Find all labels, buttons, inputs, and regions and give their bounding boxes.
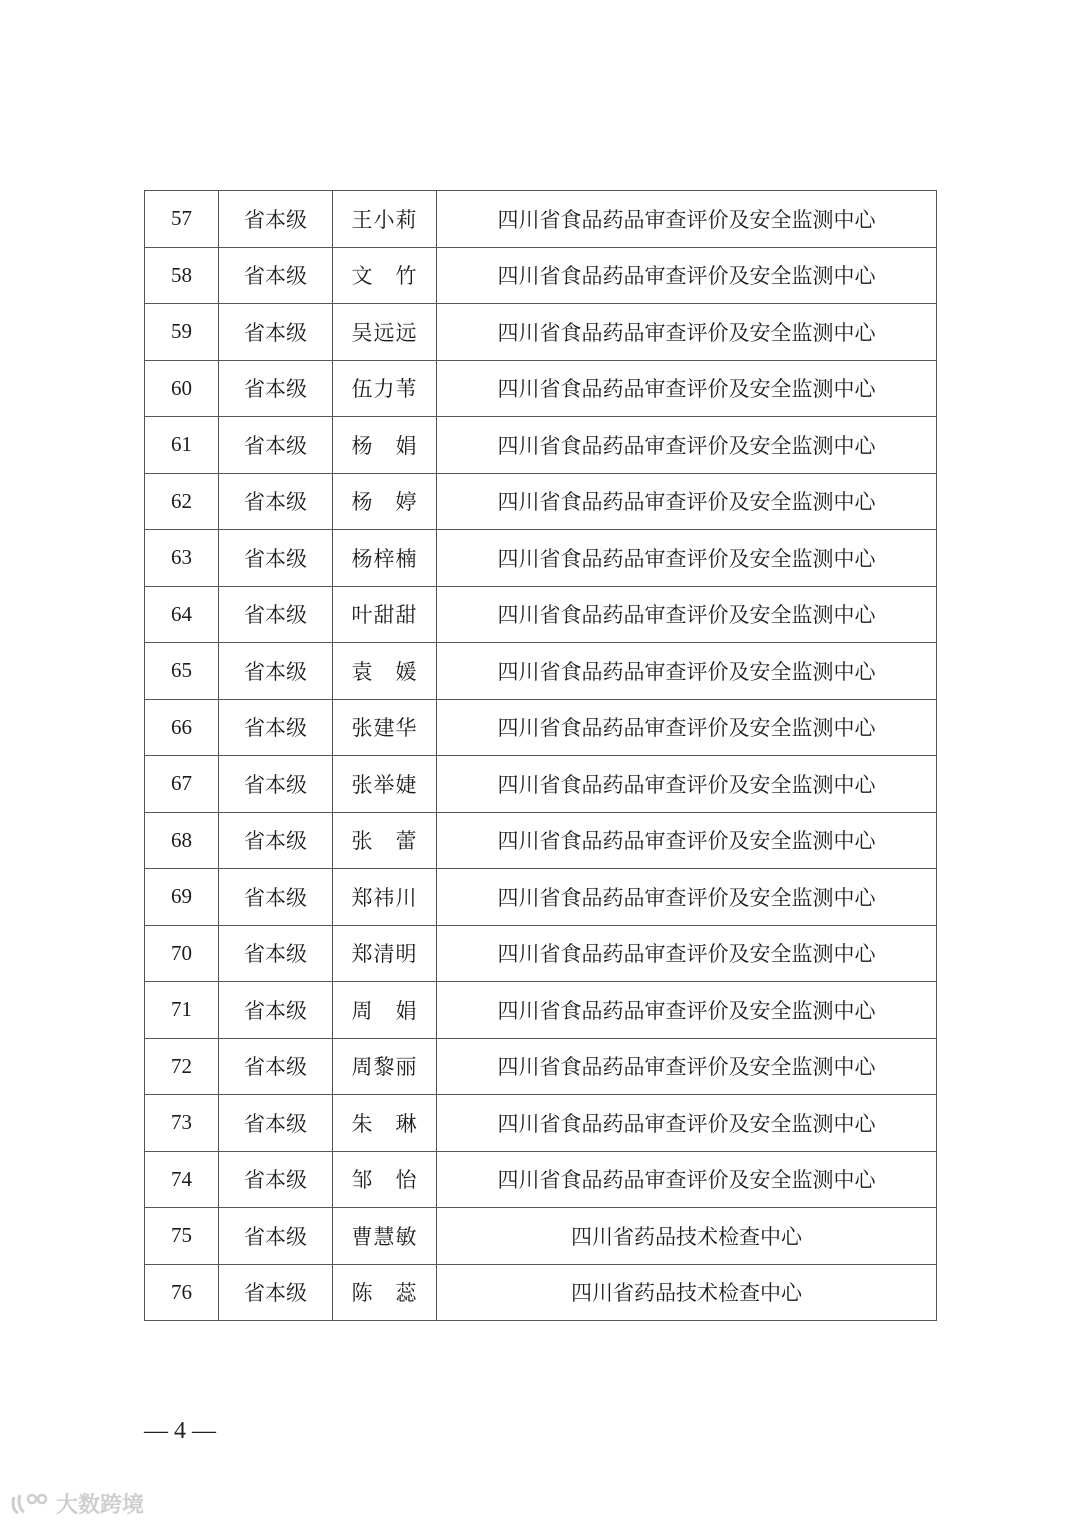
table-row [145, 699, 937, 756]
row-number-cell: 69 [145, 869, 219, 926]
row-number-cell: 71 [145, 982, 219, 1039]
name-cell: 袁 媛 [333, 643, 437, 700]
level-cell: 省本级 [219, 473, 333, 530]
name-cell: 曹慧敏 [333, 1208, 437, 1265]
organization-cell: 四川省食品药品审查评价及安全监测中心 [437, 247, 937, 304]
name-cell: 吴远远 [333, 304, 437, 361]
table-row [145, 473, 937, 530]
row-number-cell: 66 [145, 699, 219, 756]
organization-cell: 四川省食品药品审查评价及安全监测中心 [437, 586, 937, 643]
level-cell: 省本级 [219, 191, 333, 248]
table-row [145, 247, 937, 304]
name-cell: 杨 娟 [333, 417, 437, 474]
organization-cell: 四川省药品技术检查中心 [437, 1208, 937, 1265]
table-row [145, 869, 937, 926]
organization-cell: 四川省食品药品审查评价及安全监测中心 [437, 473, 937, 530]
row-number-cell: 58 [145, 247, 219, 304]
organization-cell: 四川省食品药品审查评价及安全监测中心 [437, 812, 937, 869]
level-cell: 省本级 [219, 699, 333, 756]
page-number: — 4 — [144, 1418, 216, 1444]
organization-cell: 四川省食品药品审查评价及安全监测中心 [437, 869, 937, 926]
organization-cell: 四川省食品药品审查评价及安全监测中心 [437, 982, 937, 1039]
name-cell: 文 竹 [333, 247, 437, 304]
level-cell: 省本级 [219, 1208, 333, 1265]
brand-logo-icon [10, 1491, 50, 1517]
table-row [145, 812, 937, 869]
name-cell: 周 娟 [333, 982, 437, 1039]
level-cell: 省本级 [219, 1038, 333, 1095]
table-row [145, 304, 937, 361]
roster-table [144, 190, 937, 1321]
row-number-cell: 61 [145, 417, 219, 474]
level-cell: 省本级 [219, 247, 333, 304]
name-cell: 张 蕾 [333, 812, 437, 869]
name-cell: 朱 琳 [333, 1095, 437, 1152]
watermark [10, 1488, 144, 1519]
level-cell: 省本级 [219, 756, 333, 813]
row-number-cell: 76 [145, 1264, 219, 1321]
name-cell: 杨梓楠 [333, 530, 437, 587]
organization-cell: 四川省食品药品审查评价及安全监测中心 [437, 1151, 937, 1208]
row-number-cell: 70 [145, 925, 219, 982]
organization-cell: 四川省食品药品审查评价及安全监测中心 [437, 643, 937, 700]
organization-cell: 四川省食品药品审查评价及安全监测中心 [437, 1038, 937, 1095]
level-cell: 省本级 [219, 586, 333, 643]
name-cell: 邹 怡 [333, 1151, 437, 1208]
table-row [145, 925, 937, 982]
table-row [145, 1151, 937, 1208]
name-cell: 杨 婷 [333, 473, 437, 530]
table-row [145, 756, 937, 813]
level-cell: 省本级 [219, 812, 333, 869]
name-cell: 郑祎川 [333, 869, 437, 926]
name-cell: 伍力苇 [333, 360, 437, 417]
table-row [145, 1264, 937, 1321]
table-row [145, 1038, 937, 1095]
level-cell: 省本级 [219, 643, 333, 700]
row-number-cell: 59 [145, 304, 219, 361]
level-cell: 省本级 [219, 1264, 333, 1321]
row-number-cell: 67 [145, 756, 219, 813]
organization-cell: 四川省食品药品审查评价及安全监测中心 [437, 304, 937, 361]
level-cell: 省本级 [219, 1095, 333, 1152]
level-cell: 省本级 [219, 869, 333, 926]
table-row [145, 191, 937, 248]
row-number-cell: 74 [145, 1151, 219, 1208]
row-number-cell: 72 [145, 1038, 219, 1095]
roster-table-body [145, 191, 937, 1321]
name-cell: 张建华 [333, 699, 437, 756]
table-row [145, 586, 937, 643]
row-number-cell: 62 [145, 473, 219, 530]
row-number-cell: 64 [145, 586, 219, 643]
name-cell: 陈 蕊 [333, 1264, 437, 1321]
organization-cell: 四川省食品药品审查评价及安全监测中心 [437, 191, 937, 248]
organization-cell: 四川省食品药品审查评价及安全监测中心 [437, 925, 937, 982]
name-cell: 张举婕 [333, 756, 437, 813]
row-number-cell: 75 [145, 1208, 219, 1265]
organization-cell: 四川省食品药品审查评价及安全监测中心 [437, 756, 937, 813]
name-cell: 叶甜甜 [333, 586, 437, 643]
organization-cell: 四川省食品药品审查评价及安全监测中心 [437, 699, 937, 756]
table-row [145, 530, 937, 587]
row-number-cell: 68 [145, 812, 219, 869]
level-cell: 省本级 [219, 417, 333, 474]
name-cell: 王小莉 [333, 191, 437, 248]
level-cell: 省本级 [219, 982, 333, 1039]
table-row [145, 1208, 937, 1265]
organization-cell: 四川省食品药品审查评价及安全监测中心 [437, 530, 937, 587]
row-number-cell: 60 [145, 360, 219, 417]
level-cell: 省本级 [219, 304, 333, 361]
watermark-text: 大数跨境 [56, 1493, 145, 1518]
table-row [145, 1095, 937, 1152]
level-cell: 省本级 [219, 530, 333, 587]
organization-cell: 四川省药品技术检查中心 [437, 1264, 937, 1321]
level-cell: 省本级 [219, 360, 333, 417]
table-row [145, 982, 937, 1039]
row-number-cell: 63 [145, 530, 219, 587]
name-cell: 周黎丽 [333, 1038, 437, 1095]
table-row [145, 360, 937, 417]
row-number-cell: 65 [145, 643, 219, 700]
organization-cell: 四川省食品药品审查评价及安全监测中心 [437, 1095, 937, 1152]
table-row [145, 417, 937, 474]
organization-cell: 四川省食品药品审查评价及安全监测中心 [437, 360, 937, 417]
organization-cell: 四川省食品药品审查评价及安全监测中心 [437, 417, 937, 474]
row-number-cell: 57 [145, 191, 219, 248]
level-cell: 省本级 [219, 1151, 333, 1208]
table-row [145, 643, 937, 700]
level-cell: 省本级 [219, 925, 333, 982]
row-number-cell: 73 [145, 1095, 219, 1152]
name-cell: 郑清明 [333, 925, 437, 982]
